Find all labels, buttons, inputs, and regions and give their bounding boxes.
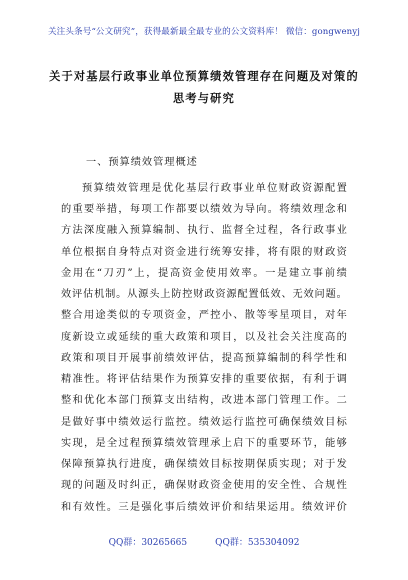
body-line: 方法深度融入预算编制、执行、监督全过程，各行政事业 xyxy=(61,225,347,236)
footer-contact xyxy=(0,535,408,548)
document-title-line2: 思考与研究 xyxy=(173,91,235,105)
header-banner: 关注头条号“公文研究”，获得最新最全最专业的公文资料库！ 微信：gongwenyj xyxy=(47,27,361,37)
qq-group-2: QQ群：535304092 xyxy=(215,538,300,548)
body-line: 效评估机制。从源头上防控财政资源配置低效、无效问题。 xyxy=(61,289,347,300)
qq-group-1: QQ群：30265665 xyxy=(108,538,188,548)
body-line: 金用在“刀刃”上，提高资金使用效率。一是建立事前绩 xyxy=(61,268,347,279)
body-line: 和有效性。三是强化事后绩效评价和结果运用。绩效评价 xyxy=(61,502,347,513)
body-line: 现的问题及时纠正，确保财政资金使用的安全性、合规性 xyxy=(61,480,347,491)
body-line: 整和优化本部门预算支出结构，改进本部门管理工作。二 xyxy=(61,395,347,406)
body-line: 的重要举措，每项工作都要以绩效为导向。将绩效理念和 xyxy=(61,204,347,215)
body-line: 整合用途类似的专项资金，严控小、散等零星项目，对年 xyxy=(61,310,347,321)
document-title-line1: 关于对基层行政事业单位预算绩效管理存在问题及对策的 xyxy=(49,69,359,83)
body-line: 是做好事中绩效运行监控。绩效运行监控可确保绩效目标 xyxy=(61,417,347,428)
body-line: 度新设立或延续的重大政策和项目，以及社会关注度高的 xyxy=(61,332,347,343)
body-line: 实现，是全过程预算绩效管理承上启下的重要环节，能够 xyxy=(61,438,347,449)
body-line: 精准性。将评估结果作为预算安排的重要依据，有利于调 xyxy=(61,374,347,385)
body-line: 单位根据自身特点对资金进行统筹安排，将有限的财政资 xyxy=(61,247,347,258)
body-line: 预算绩效管理是优化基层行政事业单位财政资源配置 xyxy=(82,183,347,194)
section-heading: 一、预算绩效管理概述 xyxy=(86,157,198,168)
body-line: 政策和项目开展事前绩效评估，提高预算编制的科学性和 xyxy=(61,353,347,364)
body-line: 保障预算执行进度，确保绩效目标按期保质实现；对于发 xyxy=(61,459,347,470)
